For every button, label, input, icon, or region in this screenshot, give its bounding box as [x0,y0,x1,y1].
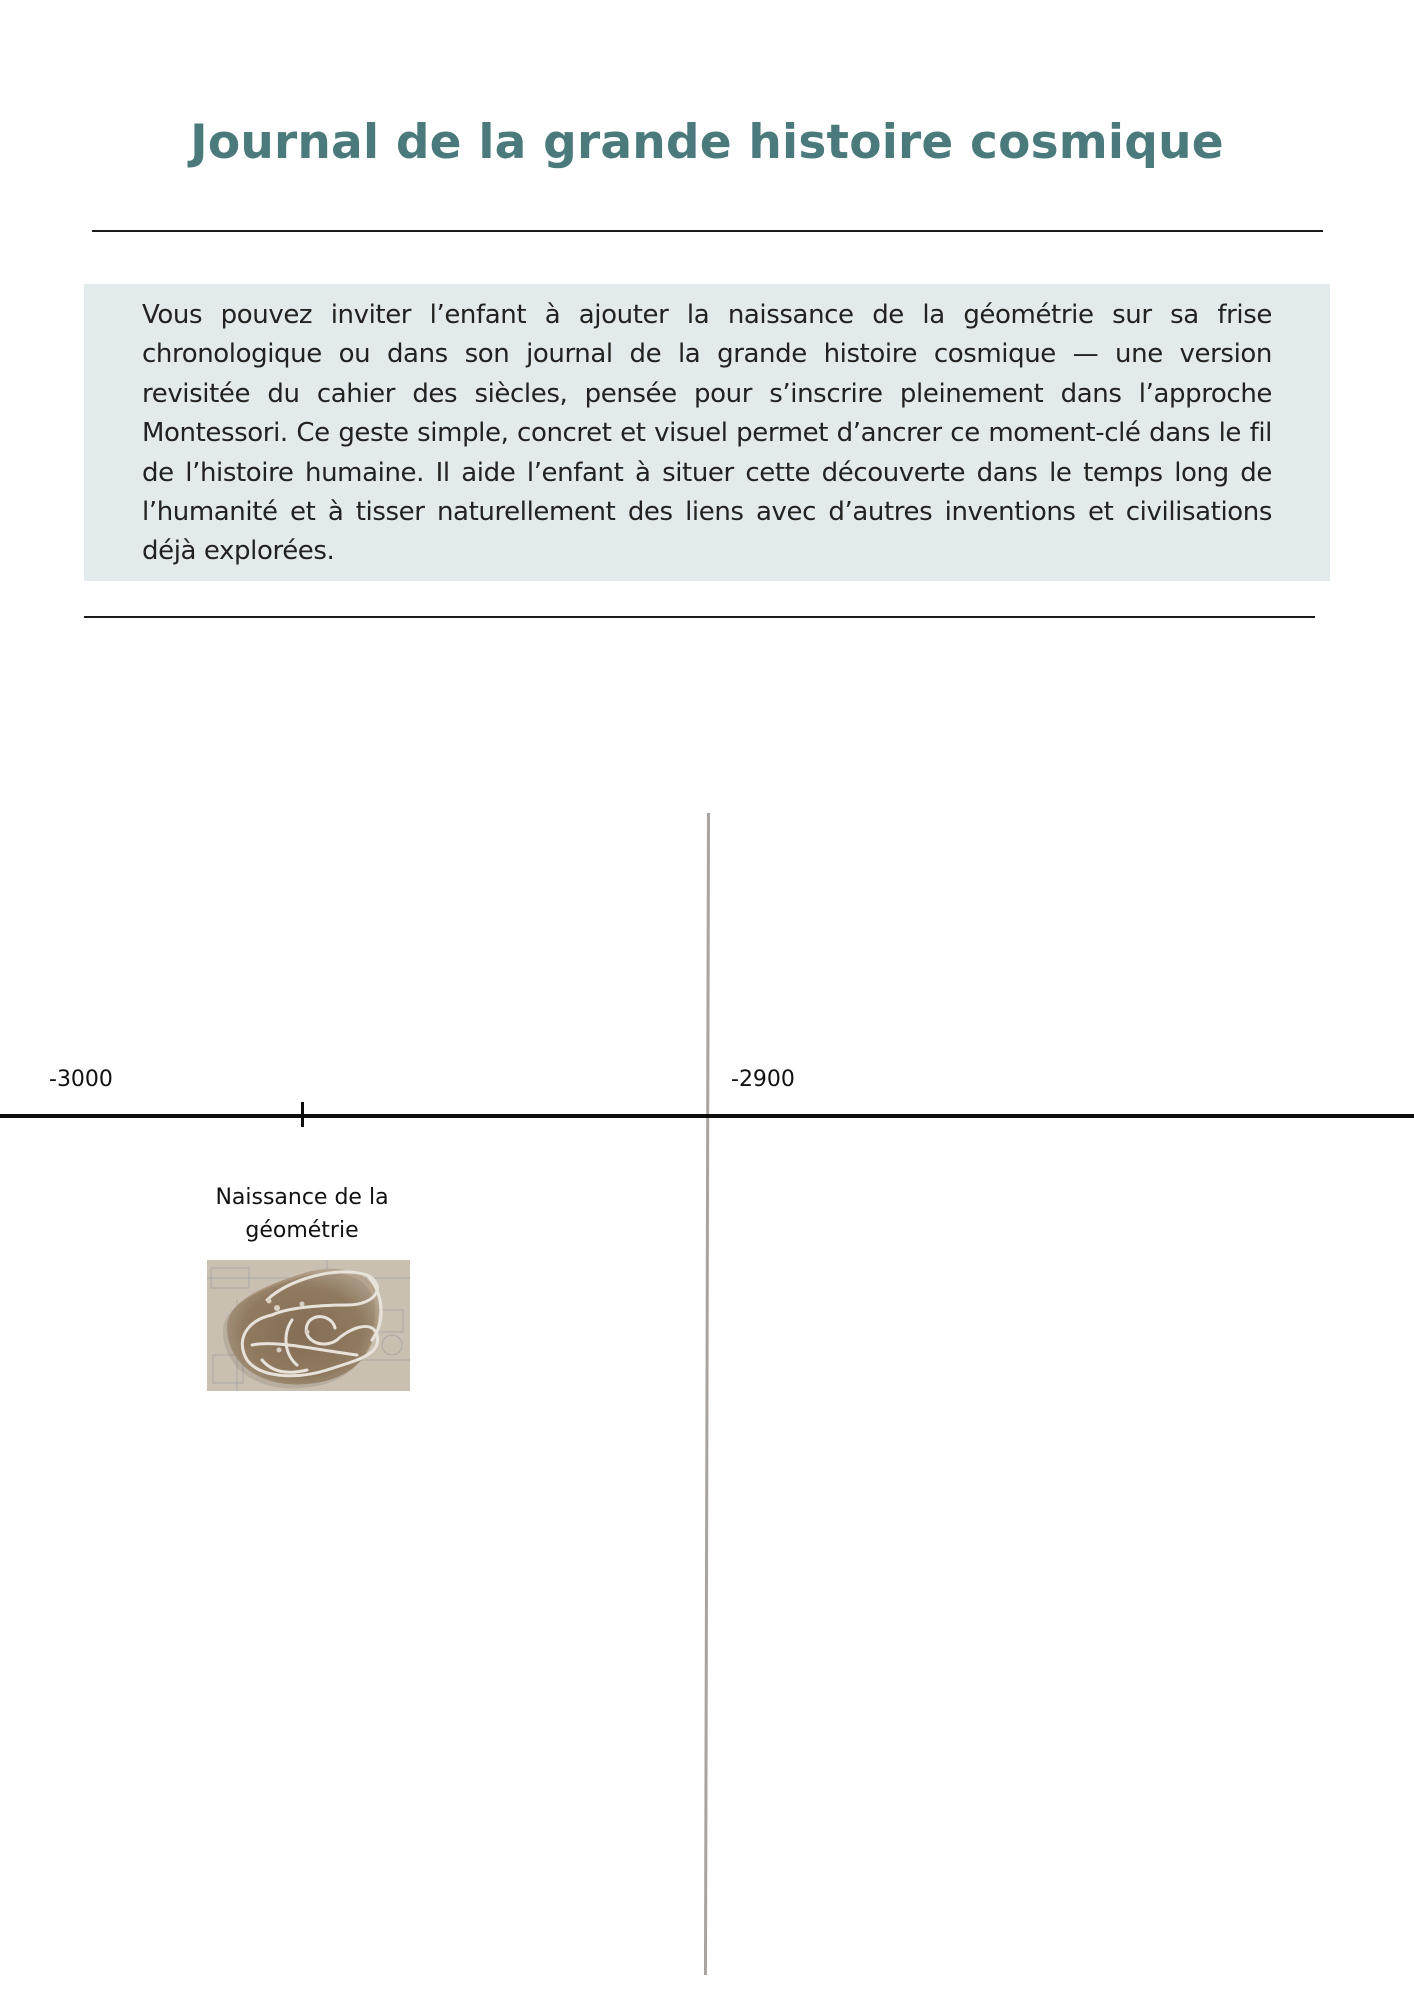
event-label: Naissance de la géométrie [215,1185,389,1243]
event-tick-mark [301,1102,304,1127]
bottom-divider [84,616,1315,618]
note-box [84,284,1330,581]
top-divider [92,230,1323,232]
note-paragraph: Vous pouvez inviter l’enfant à ajouter la naissance de la géométrie sur sa frise chronologique ou dans son journal de la grande histoire cosmique — une version revisitée du cahier des siècles, pensée pour s’inscrire pleinement dans l’approche Montessori. Ce geste simple, concret et visuel permet d’ancrer ce moment-clé dans le fil de l’histoire humaine. Il aide l’enfant à situer cette découverte dans le temps long de l’humanité et à tisser naturellement des liens avec d’autres inventions et civilisations déjà explorées. [142,300,1272,567]
timeline-axis [0,1114,1414,1118]
knotted-rope-on-sand-icon [207,1260,410,1391]
timeline-start-year: -3000 [49,1067,113,1092]
century-divider-line [704,813,710,1975]
timeline-end-year: -2900 [731,1067,795,1092]
page-title: Journal de la grande histoire cosmique [190,115,1224,171]
